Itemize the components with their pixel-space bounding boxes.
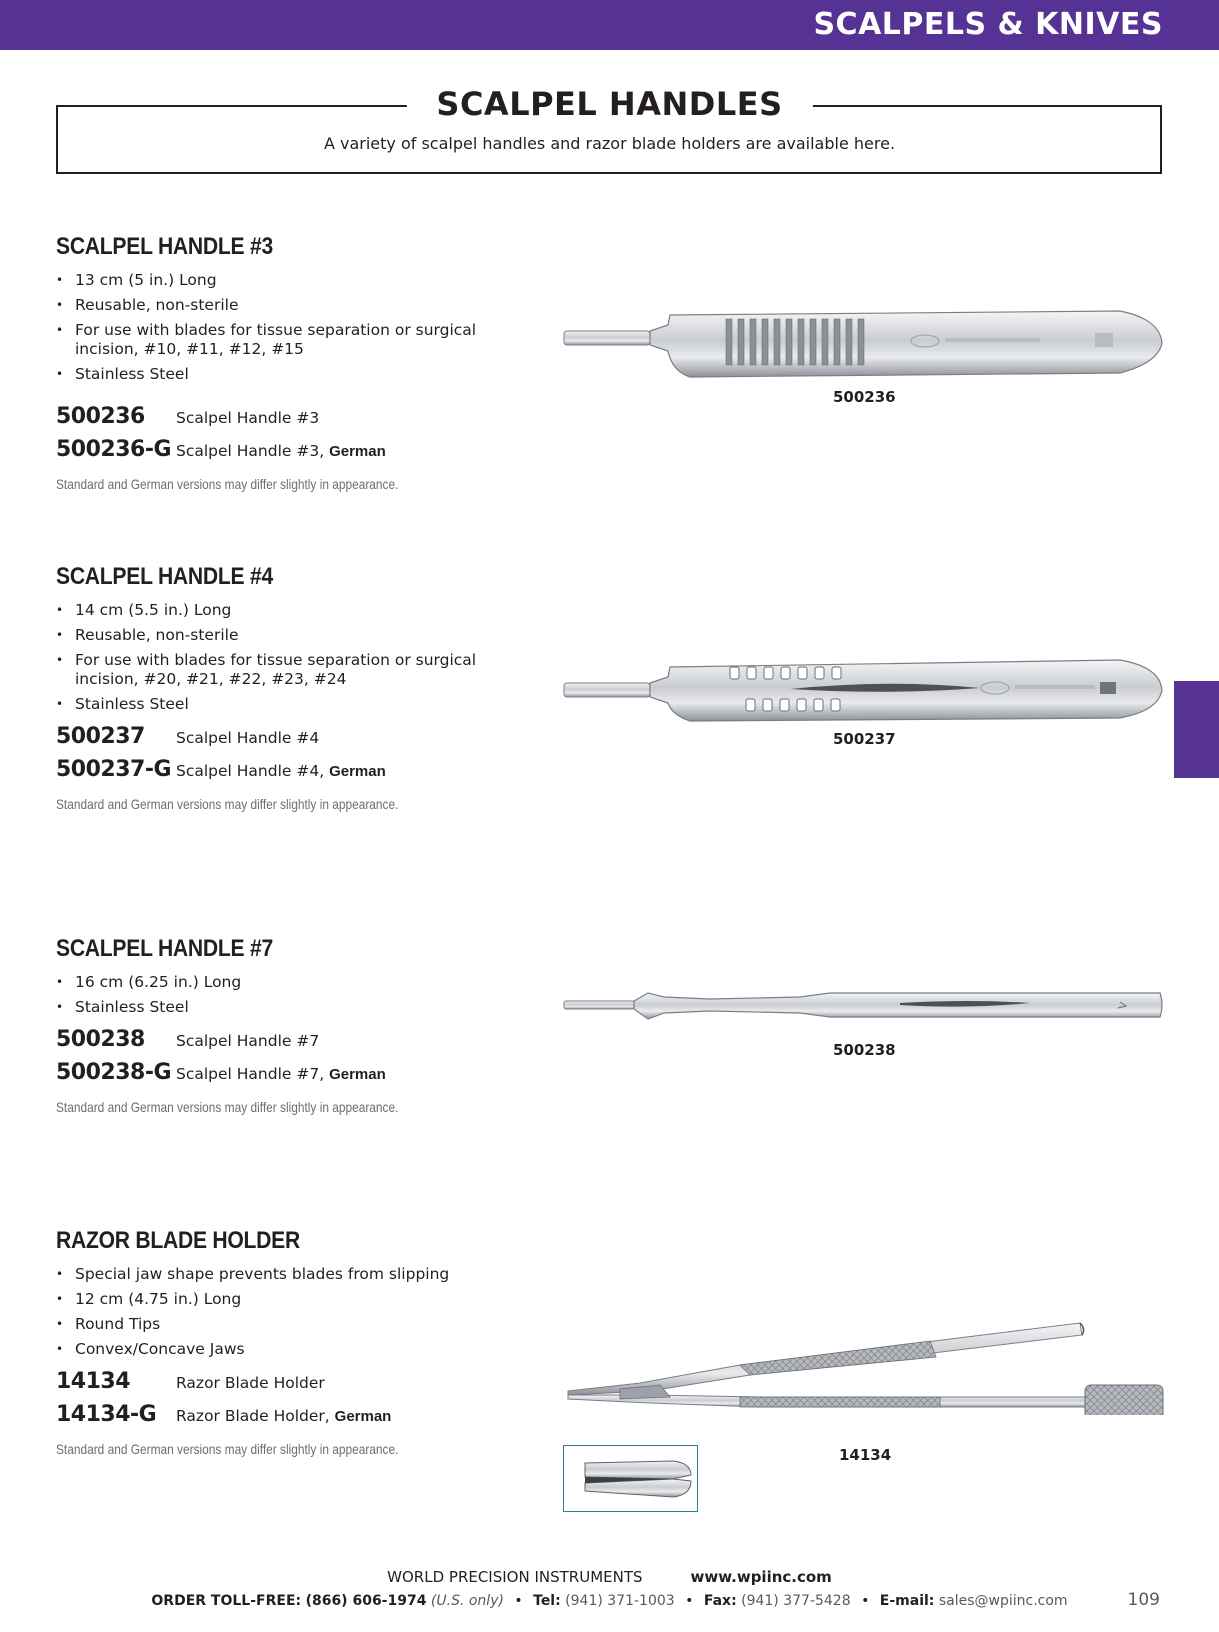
feature-item: • Convex/Concave Jaws [56, 1340, 536, 1359]
product-code: 14134 [56, 1369, 131, 1394]
product-section-razor-holder [56, 1227, 536, 1457]
fax-label: Fax: [703, 1593, 737, 1609]
product-code: 500236 [56, 404, 145, 429]
feature-item: • 12 cm (4.75 in.) Long [56, 1290, 536, 1309]
variant-label: German [334, 1408, 392, 1425]
fax-number: (941) 377-5428 [741, 1593, 851, 1609]
appearance-note: Standard and German versions may differ slightly in appearance. [56, 1099, 399, 1115]
feature-list [56, 1265, 536, 1359]
product-description: Scalpel Handle #4, German [176, 762, 386, 780]
tel-label: Tel: [533, 1593, 561, 1609]
email-label: E-mail: [879, 1593, 935, 1609]
product-row [56, 757, 536, 790]
footer-company-line [0, 1568, 1219, 1586]
product-row [56, 1027, 536, 1060]
product-code: 14134-G [56, 1402, 157, 1427]
feature-item: • Reusable, non-sterile [56, 626, 536, 645]
page-subtitle: A variety of scalpel handles and razor blade holders are available here. [323, 134, 896, 153]
appearance-note: Standard and German versions may differ slightly in appearance. [56, 1441, 399, 1457]
product-section-handle-3 [56, 233, 536, 492]
image-caption: 500236 [833, 388, 896, 406]
product-description: Razor Blade Holder, German [176, 1407, 392, 1425]
feature-item: • Round Tips [56, 1315, 536, 1334]
product-row [56, 1402, 536, 1435]
feature-item: • Reusable, non-sterile [56, 296, 536, 315]
separator-dot: • [685, 1593, 694, 1609]
product-code: 500238 [56, 1027, 145, 1052]
feature-item: • Special jaw shape prevents blades from slipping [56, 1265, 536, 1284]
product-row [56, 437, 536, 470]
footer-contact-line [0, 1593, 1219, 1609]
page-title: SCALPEL HANDLES [406, 85, 812, 123]
product-description: Razor Blade Holder [176, 1374, 325, 1392]
razor-blade-holder-image [560, 1315, 1165, 1415]
feature-item: • 16 cm (6.25 in.) Long [56, 973, 536, 992]
section-title: SCALPEL HANDLE #4 [56, 563, 273, 590]
product-row [56, 724, 536, 757]
product-section-handle-7 [56, 935, 536, 1115]
tel-number: (941) 371-1003 [565, 1593, 675, 1609]
feature-item: • For use with blades for tissue separation or surgical incision, #20, #21, #22, #23, #24 [56, 651, 536, 689]
image-caption: 500237 [833, 730, 896, 748]
product-code: 500237 [56, 724, 145, 749]
category-title: SCALPELS & KNIVES [813, 7, 1163, 42]
feature-item: • Stainless Steel [56, 365, 536, 384]
jaw-detail-inset [563, 1445, 698, 1512]
feature-list [56, 271, 536, 384]
separator-dot: • [514, 1593, 523, 1609]
variant-label: German [329, 1066, 386, 1083]
feature-item: • Stainless Steel [56, 695, 536, 714]
product-code: 500236-G [56, 437, 172, 462]
product-description: Scalpel Handle #4 [176, 729, 320, 747]
section-title: RAZOR BLADE HOLDER [56, 1227, 300, 1254]
feature-list [56, 973, 536, 1017]
order-phone: (866) 606-1974 [305, 1593, 427, 1609]
section-title: SCALPEL HANDLE #7 [56, 935, 273, 962]
category-header-bar [0, 0, 1219, 50]
product-code: 500238-G [56, 1060, 172, 1085]
order-note: (U.S. only) [430, 1593, 504, 1609]
order-label: ORDER TOLL-FREE: [151, 1593, 302, 1609]
website-link[interactable]: www.wpiinc.com [690, 1568, 832, 1586]
appearance-note: Standard and German versions may differ slightly in appearance. [56, 796, 399, 812]
variant-label: German [329, 443, 386, 460]
product-code: 500237-G [56, 757, 172, 782]
separator-dot: • [861, 1593, 870, 1609]
feature-list [56, 601, 536, 714]
feature-item: • 13 cm (5 in.) Long [56, 271, 536, 290]
scalpel-handle-4-image [560, 655, 1165, 725]
page-number: 109 [1127, 1590, 1160, 1610]
product-row [56, 1369, 536, 1402]
scalpel-handle-3-image [560, 305, 1165, 380]
company-name: WORLD PRECISION INSTRUMENTS [387, 1568, 643, 1586]
product-section-handle-4 [56, 563, 536, 812]
variant-label: German [329, 763, 386, 780]
section-title: SCALPEL HANDLE #3 [56, 233, 273, 260]
feature-item: • For use with blades for tissue separation or surgical incision, #10, #11, #12, #15 [56, 321, 536, 359]
feature-item: • Stainless Steel [56, 998, 536, 1017]
image-caption: 500238 [833, 1041, 896, 1059]
scalpel-handle-7-image [560, 985, 1165, 1025]
product-row [56, 404, 536, 437]
email-link[interactable]: sales@wpiinc.com [938, 1593, 1068, 1609]
product-description: Scalpel Handle #7 [176, 1032, 320, 1050]
appearance-note: Standard and German versions may differ slightly in appearance. [56, 476, 399, 492]
product-row [56, 1060, 536, 1093]
image-caption: 14134 [839, 1446, 892, 1464]
product-description: Scalpel Handle #7, German [176, 1065, 386, 1083]
product-description: Scalpel Handle #3 [176, 409, 320, 427]
feature-item: • 14 cm (5.5 in.) Long [56, 601, 536, 620]
section-tab-marker [1174, 681, 1219, 778]
product-description: Scalpel Handle #3, German [176, 442, 386, 460]
